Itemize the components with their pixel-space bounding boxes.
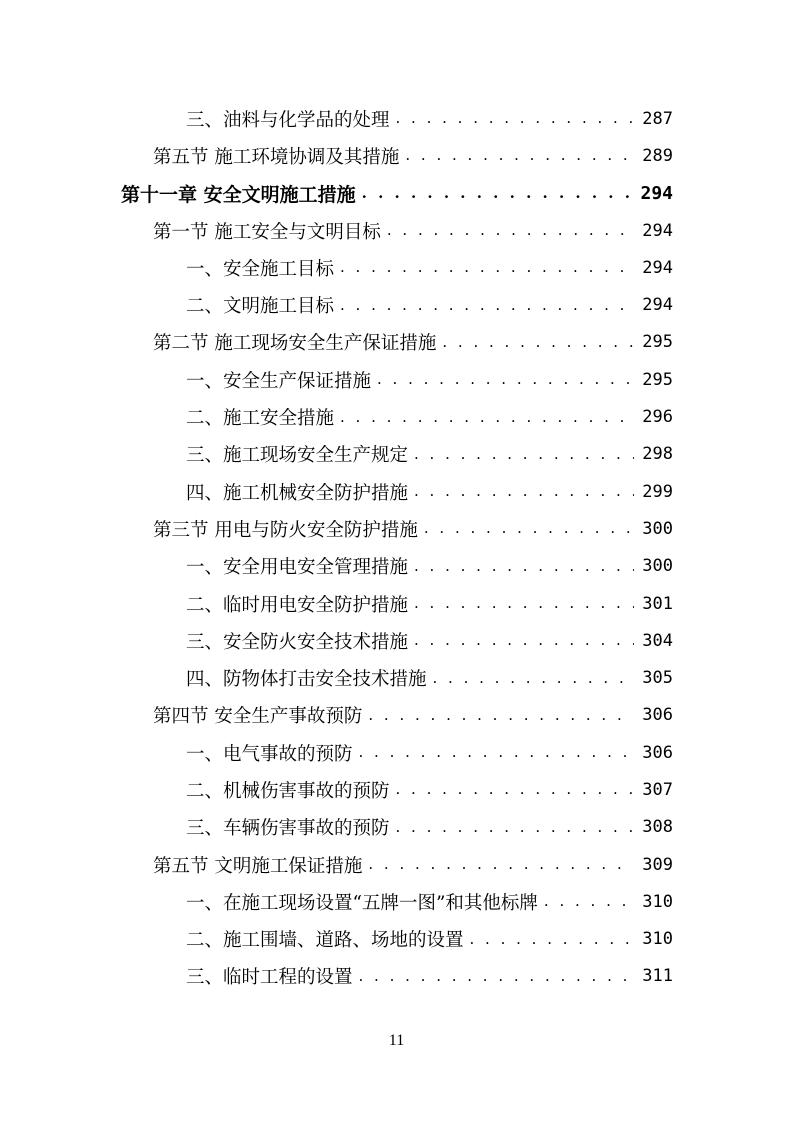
dot-leader bbox=[414, 447, 634, 462]
dot-leader bbox=[414, 596, 634, 611]
toc-entry-title: 一、安全施工目标 bbox=[186, 258, 335, 280]
toc-subsection-entry[interactable] bbox=[0, 548, 793, 585]
toc-subsection-entry[interactable] bbox=[0, 585, 793, 622]
dot-leader bbox=[377, 372, 634, 387]
toc-subsection-entry[interactable] bbox=[0, 100, 793, 137]
dot-leader bbox=[362, 186, 633, 201]
toc-entry-title: 第二节 施工现场安全生产保证措施 bbox=[153, 333, 437, 355]
toc-subsection-entry[interactable] bbox=[0, 958, 793, 995]
toc-entry-title: 二、施工安全措施 bbox=[186, 408, 335, 430]
toc-subsection-entry[interactable] bbox=[0, 473, 793, 510]
toc-entry-page: 307 bbox=[642, 779, 673, 800]
toc-entry-title: 三、临时工程的设置 bbox=[186, 967, 353, 989]
toc-entry-title: 一、安全用电安全管理措施 bbox=[186, 557, 409, 579]
dot-leader bbox=[414, 633, 634, 648]
dot-leader bbox=[340, 410, 634, 425]
toc-section-entry[interactable] bbox=[0, 697, 793, 734]
toc-section-entry[interactable] bbox=[0, 324, 793, 361]
toc-section-entry[interactable] bbox=[0, 212, 793, 249]
page-number: 11 bbox=[388, 1032, 405, 1049]
toc-entry-page: 309 bbox=[642, 854, 673, 875]
dot-leader bbox=[359, 969, 635, 984]
toc-entry-title: 第三节 用电与防火安全防护措施 bbox=[153, 519, 418, 541]
toc-subsection-entry[interactable] bbox=[0, 734, 793, 771]
toc-entry-page: 301 bbox=[642, 593, 673, 614]
dot-leader bbox=[396, 111, 635, 126]
toc-subsection-entry[interactable] bbox=[0, 286, 793, 323]
toc-entry-title: 二、文明施工目标 bbox=[186, 296, 335, 318]
toc-entry-title: 第四节 安全生产事故预防 bbox=[153, 706, 363, 728]
dot-leader bbox=[368, 857, 634, 872]
toc-entry-page: 294 bbox=[642, 220, 673, 241]
toc-section-entry[interactable] bbox=[0, 510, 793, 547]
toc-entry-page: 287 bbox=[642, 108, 673, 129]
toc-entry-title: 二、临时用电安全防护措施 bbox=[186, 594, 409, 616]
dot-leader bbox=[368, 708, 634, 723]
dot-leader bbox=[433, 671, 635, 686]
toc-entry-page: 310 bbox=[642, 929, 673, 950]
dot-leader bbox=[340, 298, 634, 313]
toc-entry-title: 三、安全防火安全技术措施 bbox=[186, 631, 409, 653]
dot-leader bbox=[414, 559, 634, 574]
dot-leader bbox=[414, 484, 634, 499]
toc-entry-page: 311 bbox=[642, 966, 673, 987]
dot-leader bbox=[396, 782, 635, 797]
toc-entry-page: 295 bbox=[642, 369, 673, 390]
toc-entry-title: 四、防物体打击安全技术措施 bbox=[186, 669, 427, 691]
toc-subsection-entry[interactable] bbox=[0, 771, 793, 808]
toc-entry-title: 第一节 施工安全与文明目标 bbox=[153, 221, 381, 243]
toc-entry-title: 二、机械伤害事故的预防 bbox=[186, 780, 390, 802]
toc-entry-page: 295 bbox=[642, 332, 673, 353]
toc-entry-title: 一、电气事故的预防 bbox=[186, 743, 353, 765]
toc-subsection-entry[interactable] bbox=[0, 361, 793, 398]
dot-leader bbox=[544, 894, 634, 909]
toc-subsection-entry[interactable] bbox=[0, 249, 793, 286]
toc-subsection-entry[interactable] bbox=[0, 659, 793, 696]
toc-entry-page: 294 bbox=[642, 295, 673, 316]
toc-entry-page: 310 bbox=[642, 891, 673, 912]
toc-entry-page: 300 bbox=[642, 518, 673, 539]
dot-leader bbox=[424, 521, 634, 536]
dot-leader bbox=[396, 820, 635, 835]
toc-entry-page: 294 bbox=[642, 257, 673, 278]
toc-entry-page: 289 bbox=[642, 145, 673, 166]
toc-entry-page: 298 bbox=[642, 444, 673, 465]
dot-leader bbox=[340, 260, 634, 275]
dot-leader bbox=[359, 745, 635, 760]
dot-leader bbox=[470, 932, 635, 947]
toc-subsection-entry[interactable] bbox=[0, 921, 793, 958]
toc-entry-page: 306 bbox=[642, 705, 673, 726]
toc-entry-title: 第五节 文明施工保证措施 bbox=[153, 855, 363, 877]
dot-leader bbox=[442, 335, 634, 350]
toc-subsection-entry[interactable] bbox=[0, 883, 793, 920]
toc-entry-title: 一、在施工现场设置“五牌一图”和其他标牌 bbox=[186, 892, 538, 914]
toc-subsection-entry[interactable] bbox=[0, 809, 793, 846]
toc-entry-title: 第十一章 安全文明施工措施 bbox=[121, 183, 356, 206]
toc-subsection-entry[interactable] bbox=[0, 398, 793, 435]
toc-subsection-entry[interactable] bbox=[0, 622, 793, 659]
toc-chapter-entry[interactable] bbox=[0, 175, 793, 212]
toc-entry-page: 294 bbox=[640, 182, 673, 204]
toc-entry-title: 二、施工围墙、道路、场地的设置 bbox=[186, 930, 464, 952]
toc-entry-page: 299 bbox=[642, 481, 673, 502]
dot-leader bbox=[387, 223, 634, 238]
table-of-contents bbox=[0, 100, 793, 995]
toc-section-entry[interactable] bbox=[0, 137, 793, 174]
toc-entry-page: 296 bbox=[642, 407, 673, 428]
toc-entry-page: 305 bbox=[642, 668, 673, 689]
toc-entry-page: 300 bbox=[642, 556, 673, 577]
toc-entry-title: 三、施工现场安全生产规定 bbox=[186, 445, 409, 467]
toc-entry-page: 304 bbox=[642, 630, 673, 651]
toc-entry-title: 一、安全生产保证措施 bbox=[186, 370, 372, 392]
toc-section-entry[interactable] bbox=[0, 846, 793, 883]
toc-entry-page: 306 bbox=[642, 742, 673, 763]
toc-entry-title: 四、施工机械安全防护措施 bbox=[186, 482, 409, 504]
toc-subsection-entry[interactable] bbox=[0, 436, 793, 473]
toc-entry-title: 三、车辆伤害事故的预防 bbox=[186, 818, 390, 840]
toc-entry-title: 第五节 施工环境协调及其措施 bbox=[153, 146, 400, 168]
dot-leader bbox=[405, 148, 634, 163]
toc-entry-title: 三、油料与化学品的处理 bbox=[186, 109, 390, 131]
toc-entry-page: 308 bbox=[642, 817, 673, 838]
